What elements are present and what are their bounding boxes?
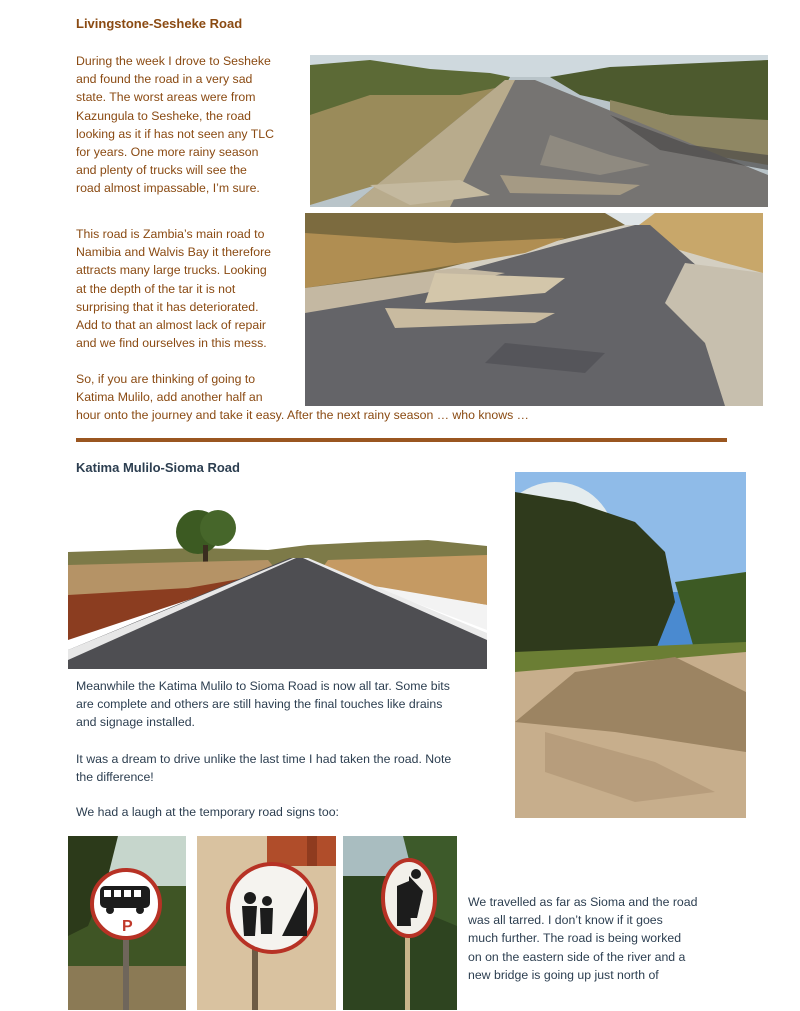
photo-damaged-road-2 <box>305 213 763 406</box>
photo-old-dirt-road <box>515 472 746 818</box>
photo-damaged-road-1 <box>310 55 768 207</box>
paragraph-sesheke-trip: During the week I drove to Sesheke and found the road in a very sad state. The worst areas were from Kazungula to Sesheke, the road looking as it if has not seen any TLC for years. One more rainy season and plenty of trucks will see the road almost impassable, I’m sure. <box>76 54 275 196</box>
paragraph-dream-to-drive: It was a dream to drive unlike the last time I had taken the road. Note the difference! <box>76 752 452 785</box>
paragraph-sioma-all-tar: Meanwhile the Katima Mulilo to Sioma Road is now all tar. Some bits are complete and others are still having the final touches like drains and signage installed. <box>76 679 450 730</box>
paragraph-main-road-trucks: This road is Zambia’s main road to Namibia and Walvis Bay it therefore attracts many large trucks. Looking at the depth of the tar it is not surprising that it has deteriorated. Add to that an almost lack of repair and we find ourselves in this mess. <box>76 227 272 351</box>
paragraph-katima-advice: So, if you are thinking of going to Katima Mulilo, add another half an hour onto the journey and take it easy. After the next rainy season … who knows … <box>76 372 529 423</box>
photo-bus-stop-sign <box>68 836 186 1010</box>
paragraph-travelled-sioma: We travelled as far as Sioma and the road was all tarred. I don’t know if it goes much further. The road is being worked on on the eastern side of the river and a new bridge is going up just north of <box>468 895 698 982</box>
section-title-livingstone-sesheke: Livingstone-Sesheke Road <box>76 16 243 31</box>
photo-children-crossing-sign <box>197 836 336 1010</box>
photo-new-tarred-road <box>68 510 487 669</box>
section-divider <box>76 438 727 442</box>
sign-letter-p: P <box>122 918 133 935</box>
photo-pedestrian-sign <box>343 836 457 1010</box>
paragraph-road-signs-intro: We had a laugh at the temporary road signs too: <box>76 805 339 819</box>
section-title-katima-sioma: Katima Mulilo-Sioma Road <box>76 460 240 475</box>
